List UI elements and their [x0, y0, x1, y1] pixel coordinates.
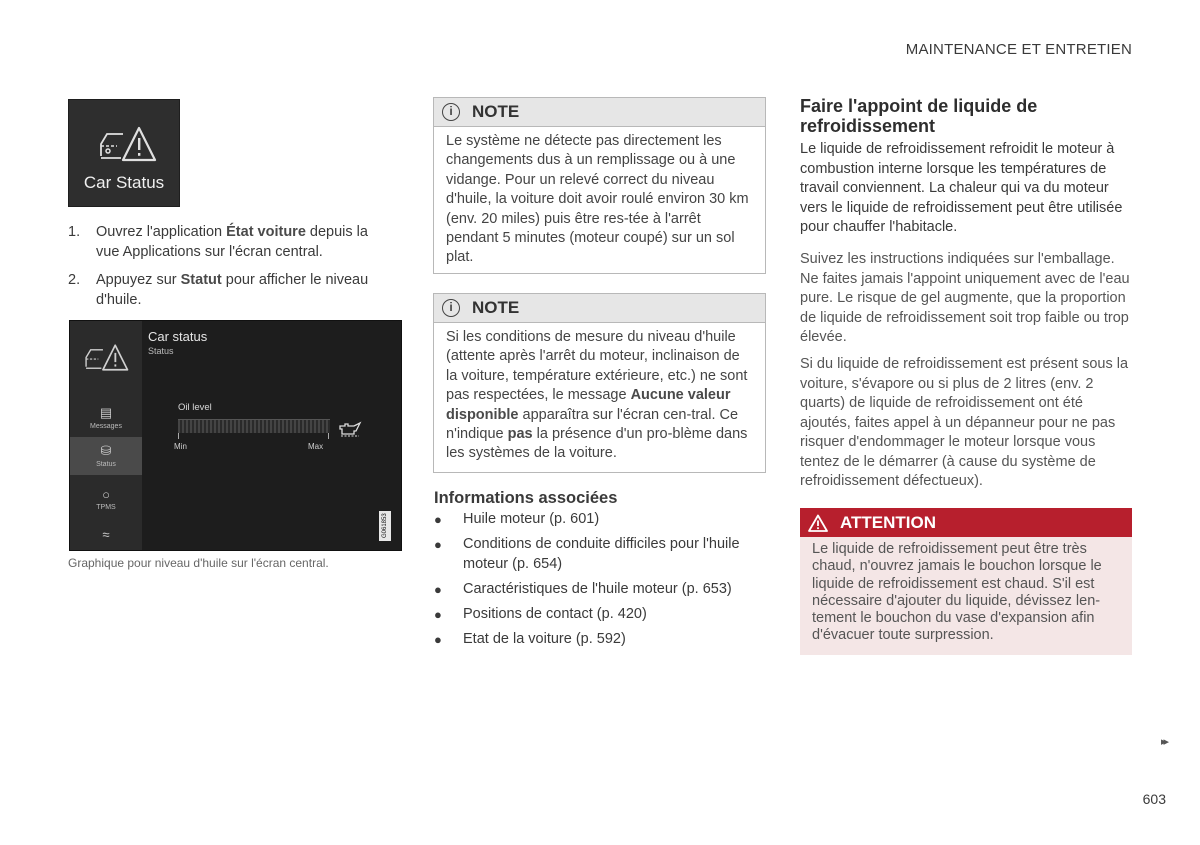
note-header — [434, 294, 765, 323]
section-header: MAINTENANCE ET ENTRETIEN — [905, 41, 1132, 58]
list-item[interactable]: ● Huile moteur (p. 601) — [434, 510, 774, 530]
sidebar-item-messages[interactable]: ▤ Messages — [70, 399, 142, 437]
related-link[interactable]: Conditions de conduite difficiles pour l'huile moteur (p. 654) — [463, 536, 740, 572]
section-title: Faire l'appoint de liquide de refroidissement — [800, 96, 1038, 136]
paragraph: Suivez les instructions indiquées sur l'emballage. Ne faites jamais l'appoint uniquement avec de l'eau pure. Le risque de gel augmente, que la proportion de liquide de refroidissement soit trop faible ou trop élevée. — [800, 251, 1130, 345]
oil-level-gauge — [178, 419, 330, 433]
note-box — [433, 97, 766, 274]
note-title: NOTE — [472, 102, 520, 121]
warning-triangle-icon — [808, 514, 828, 532]
note-box — [433, 293, 766, 473]
related-link[interactable]: Huile moteur (p. 601) — [463, 511, 600, 527]
list-item[interactable]: ● Positions de contact (p. 420) — [434, 605, 774, 625]
sidebar-item-more[interactable] — [70, 521, 142, 551]
sidebar-item-status[interactable]: ⛁ Status — [70, 437, 142, 475]
related-info-heading: Informations associées — [434, 489, 618, 507]
page-number: 603 — [1142, 791, 1166, 807]
gauge-min-label: Min — [174, 442, 187, 451]
attention-box — [800, 508, 1132, 655]
car-warning-icon — [83, 342, 129, 373]
info-icon: i — [442, 103, 460, 121]
note-title: NOTE — [472, 298, 520, 317]
negation-emphasis: pas — [507, 426, 533, 443]
sidebar-item-tpms[interactable]: ○ TPMS — [70, 481, 142, 519]
list-item[interactable]: ● Etat de la voiture (p. 592) — [434, 630, 774, 650]
car-warning-icon — [97, 124, 157, 164]
related-link[interactable]: Caractéristiques de l'huile moteur (p. 653) — [463, 580, 732, 597]
paragraph: Si du liquide de refroidissement est présent sous la voiture, s'évapore ou si plus de 2 litres (env. 2 quarts) de liquide de refroidissement ont été ajoutés, faites appel à un dépanneur pour ne pas risquer d'endommager le moteur lorsque vous tentez de le démarrer (à cause du système de refroidissement défectueux). — [800, 356, 1129, 489]
section-intro: Le liquide de refroidissement refroidit le moteur à combustion interne lorsque les températures de travail conviennent. La chaleur qui va du moteur vers le liquide de refroidissement peut être utilisée pour chauffer l'habitacle. — [800, 141, 1123, 235]
oil-can-icon — [338, 421, 362, 437]
related-link[interactable]: Positions de contact (p. 420) — [463, 605, 647, 622]
car-status-app-tile — [68, 99, 180, 207]
gauge-max-label: Max — [308, 442, 324, 451]
service-icon: ≈ — [102, 527, 110, 542]
status-emphasis: Statut — [180, 272, 222, 288]
step-text: Ouvrez l'application État voiture depuis la vue Applications sur l'écran central. — [96, 224, 368, 260]
figure-caption: Graphique pour niveau d'huile sur l'écran central. — [68, 556, 329, 570]
instruction-steps — [68, 222, 388, 318]
gauge-max-tick — [328, 433, 329, 439]
step-text: Appuyez sur Statut pour afficher le niveau d'huile. — [96, 272, 369, 308]
note-text: Le système ne détecte pas directement les changements dus à un remplissage ou à une vidange. Pour un relevé correct du niveau d'huile, la voiture doit avoir roulé environ 30 km (env. 20 miles) puis être res-tée à l'arrêt pendant 5 minutes (moteur coupé) sur un sol plat. — [446, 133, 749, 266]
messages-icon: ▤ — [99, 405, 113, 420]
sidebar-app-icon — [70, 321, 142, 391]
screen-subtitle: Status — [148, 346, 174, 356]
center-display-screenshot — [69, 320, 402, 551]
related-link[interactable]: Etat de la voiture (p. 592) — [463, 630, 626, 647]
attention-header — [800, 508, 1132, 537]
screen-sidebar — [70, 321, 142, 550]
info-icon: i — [442, 299, 460, 317]
step-number: 2. — [68, 272, 81, 288]
app-name-emphasis: État voiture — [226, 224, 306, 240]
step-item — [68, 222, 388, 262]
screen-title: Car status — [148, 329, 208, 344]
related-info-list — [434, 510, 774, 655]
note-header — [434, 98, 765, 127]
gauge-min-tick — [178, 433, 179, 439]
next-page-marker: ▸▸ — [1160, 736, 1166, 748]
step-number: 1. — [68, 224, 81, 240]
tire-pressure-icon: ○ — [102, 487, 110, 502]
list-item[interactable]: ● Conditions de conduite difficiles pour l'huile moteur (p. 654) — [434, 535, 774, 574]
image-reference-code: G061853 — [379, 511, 391, 541]
attention-text: Le liquide de refroidissement peut être très chaud, n'ouvrez jamais le bouchon lorsque le liquide de refroidissement est chaud. S'il est nécessaire d'ajouter du liquide, dévissez len-tement le bouchon du vase d'expansion afin d'évacuer toute surpression. — [812, 541, 1102, 644]
status-car-icon: ⛁ — [100, 443, 112, 458]
message-emphasis: Aucune valeur disponible — [446, 387, 731, 423]
attention-title: ATTENTION — [840, 512, 937, 532]
oil-level-label: Oil level — [178, 402, 212, 413]
note-text: Si les conditions de mesure du niveau d'huile (attente après l'arrêt du moteur, inclinaison de la voiture, température extérieure, etc.) ne sont pas respectées, le message Aucune valeur disponible apparaîtra sur l'écran cen-tral. Ce n'indique pas la présence d'un pro-blème dans les systèmes de la voiture. — [446, 329, 748, 462]
step-item — [68, 270, 388, 310]
tile-label: Car Status — [83, 173, 165, 192]
list-item[interactable]: ● Caractéristiques de l'huile moteur (p. 653) — [434, 580, 774, 600]
